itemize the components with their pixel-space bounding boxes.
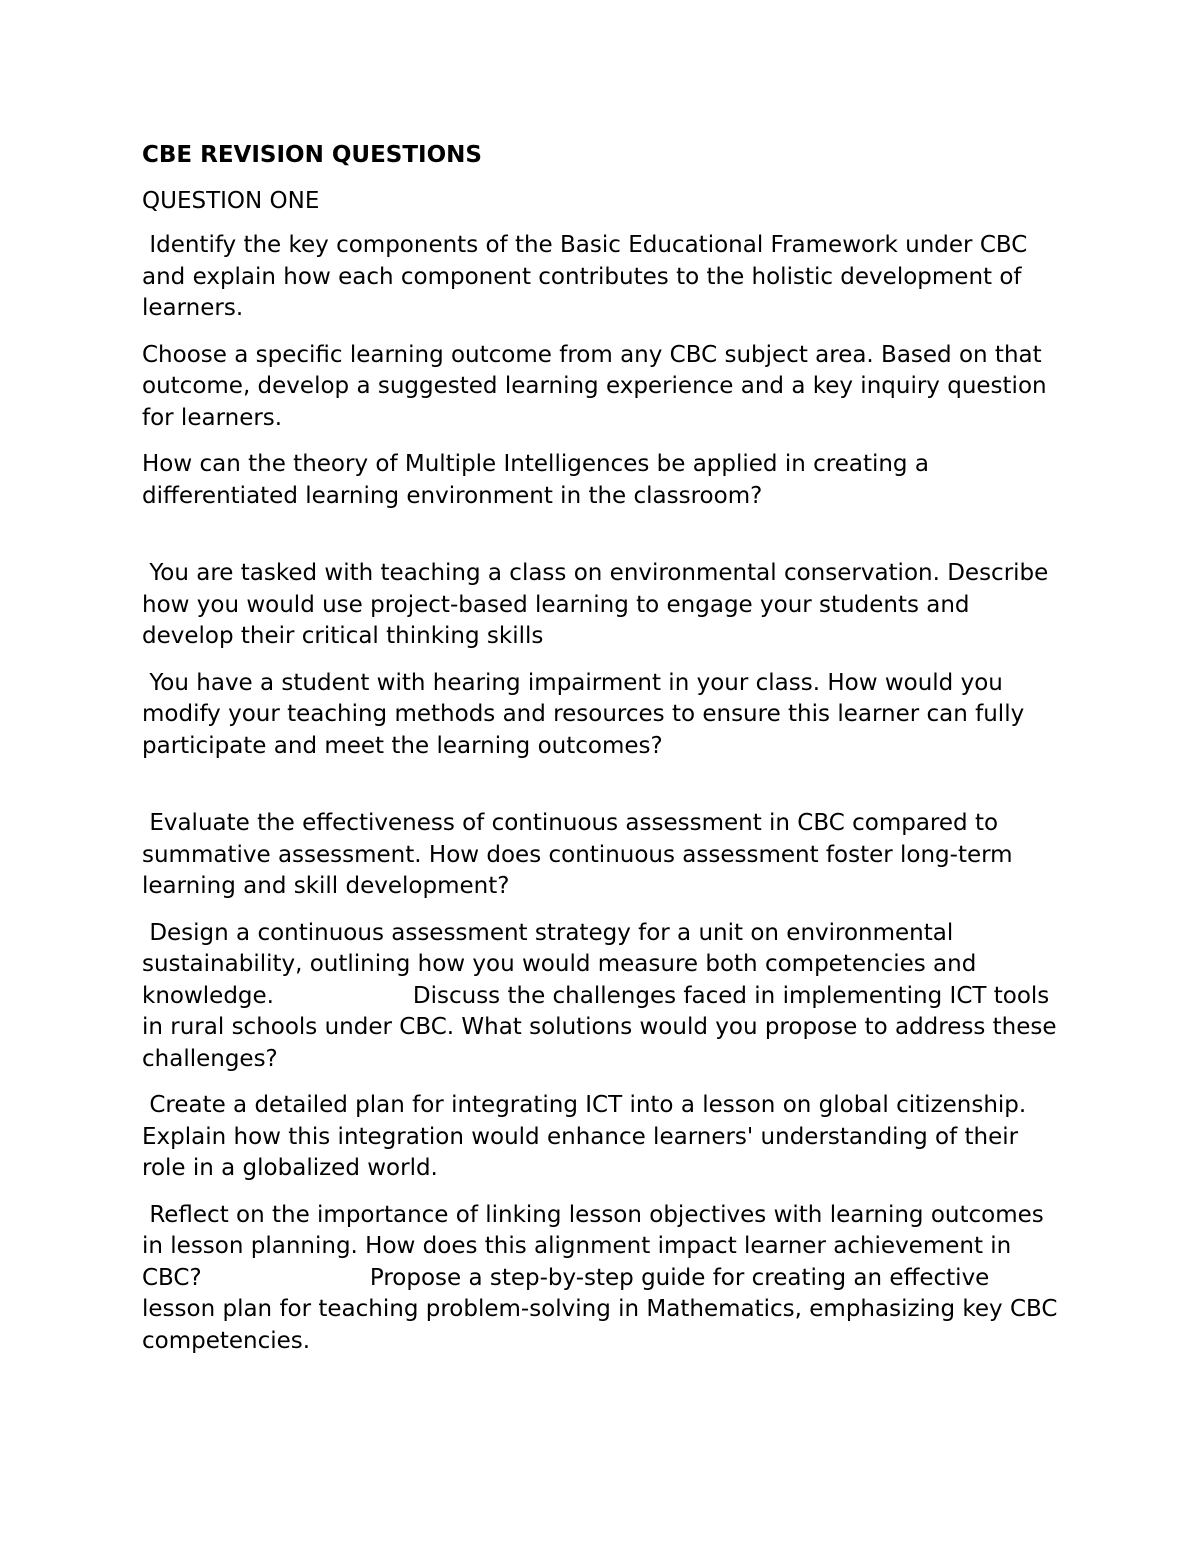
question-paragraph: How can the theory of Multiple Intelligences be applied in creating a differentiated learning environment in the classroom? [142,451,937,509]
document-body [142,140,1065,1372]
question-paragraph: Reflect on the importance of linking lesson objectives with learning outcomes in lesson planning. How does this alignment impact learner achievement in CBC? Propose a step-by-step guide for creating an effective lesson plan for teaching problem-solving in Mathematics, emphasizing key CBC competencies. [142,1201,1065,1354]
question-paragraph: Evaluate the effectiveness of continuous assessment in CBC compared to summative assessment. How does continuous assessment foster long-term learning and skill development? [142,810,1020,899]
question-paragraph: Identify the key components of the Basic Educational Framework under CBC and explain how each component contributes to the holistic development of learners. [142,232,1035,321]
blank-line [142,527,1062,558]
document-title: CBE REVISION QUESTIONS [142,142,482,168]
question-paragraph: Create a detailed plan for integrating ICT into a lesson on global citizenship. Explain how this integration would enhance learners' understanding of their role in a globalized world. [142,1092,1034,1181]
section-label: QUESTION ONE [142,187,320,214]
question-paragraph: You have a student with hearing impairment in your class. How would you modify your teaching methods and resources to ensure this learner can fully participate and meet the learning outcomes? [142,669,1032,759]
blank-line [142,777,1062,808]
question-paragraph: You are tasked with teaching a class on environmental conservation. Describe how you would use project-based learning to engage your students and develop their critical thinking skills [142,560,1056,649]
question-paragraph: Design a continuous assessment strategy for a unit on environmental sustainability, outlining how you would measure both competencies and knowledge. Discuss the challenges faced in implementing ICT tools in rural schools under CBC. What solutions would you propose to address these challenges? [142,919,1064,1072]
question-paragraph: Choose a specific learning outcome from any CBC subject area. Based on that outcome, develop a suggested learning experience and a key inquiry question for learners. [142,341,1054,431]
